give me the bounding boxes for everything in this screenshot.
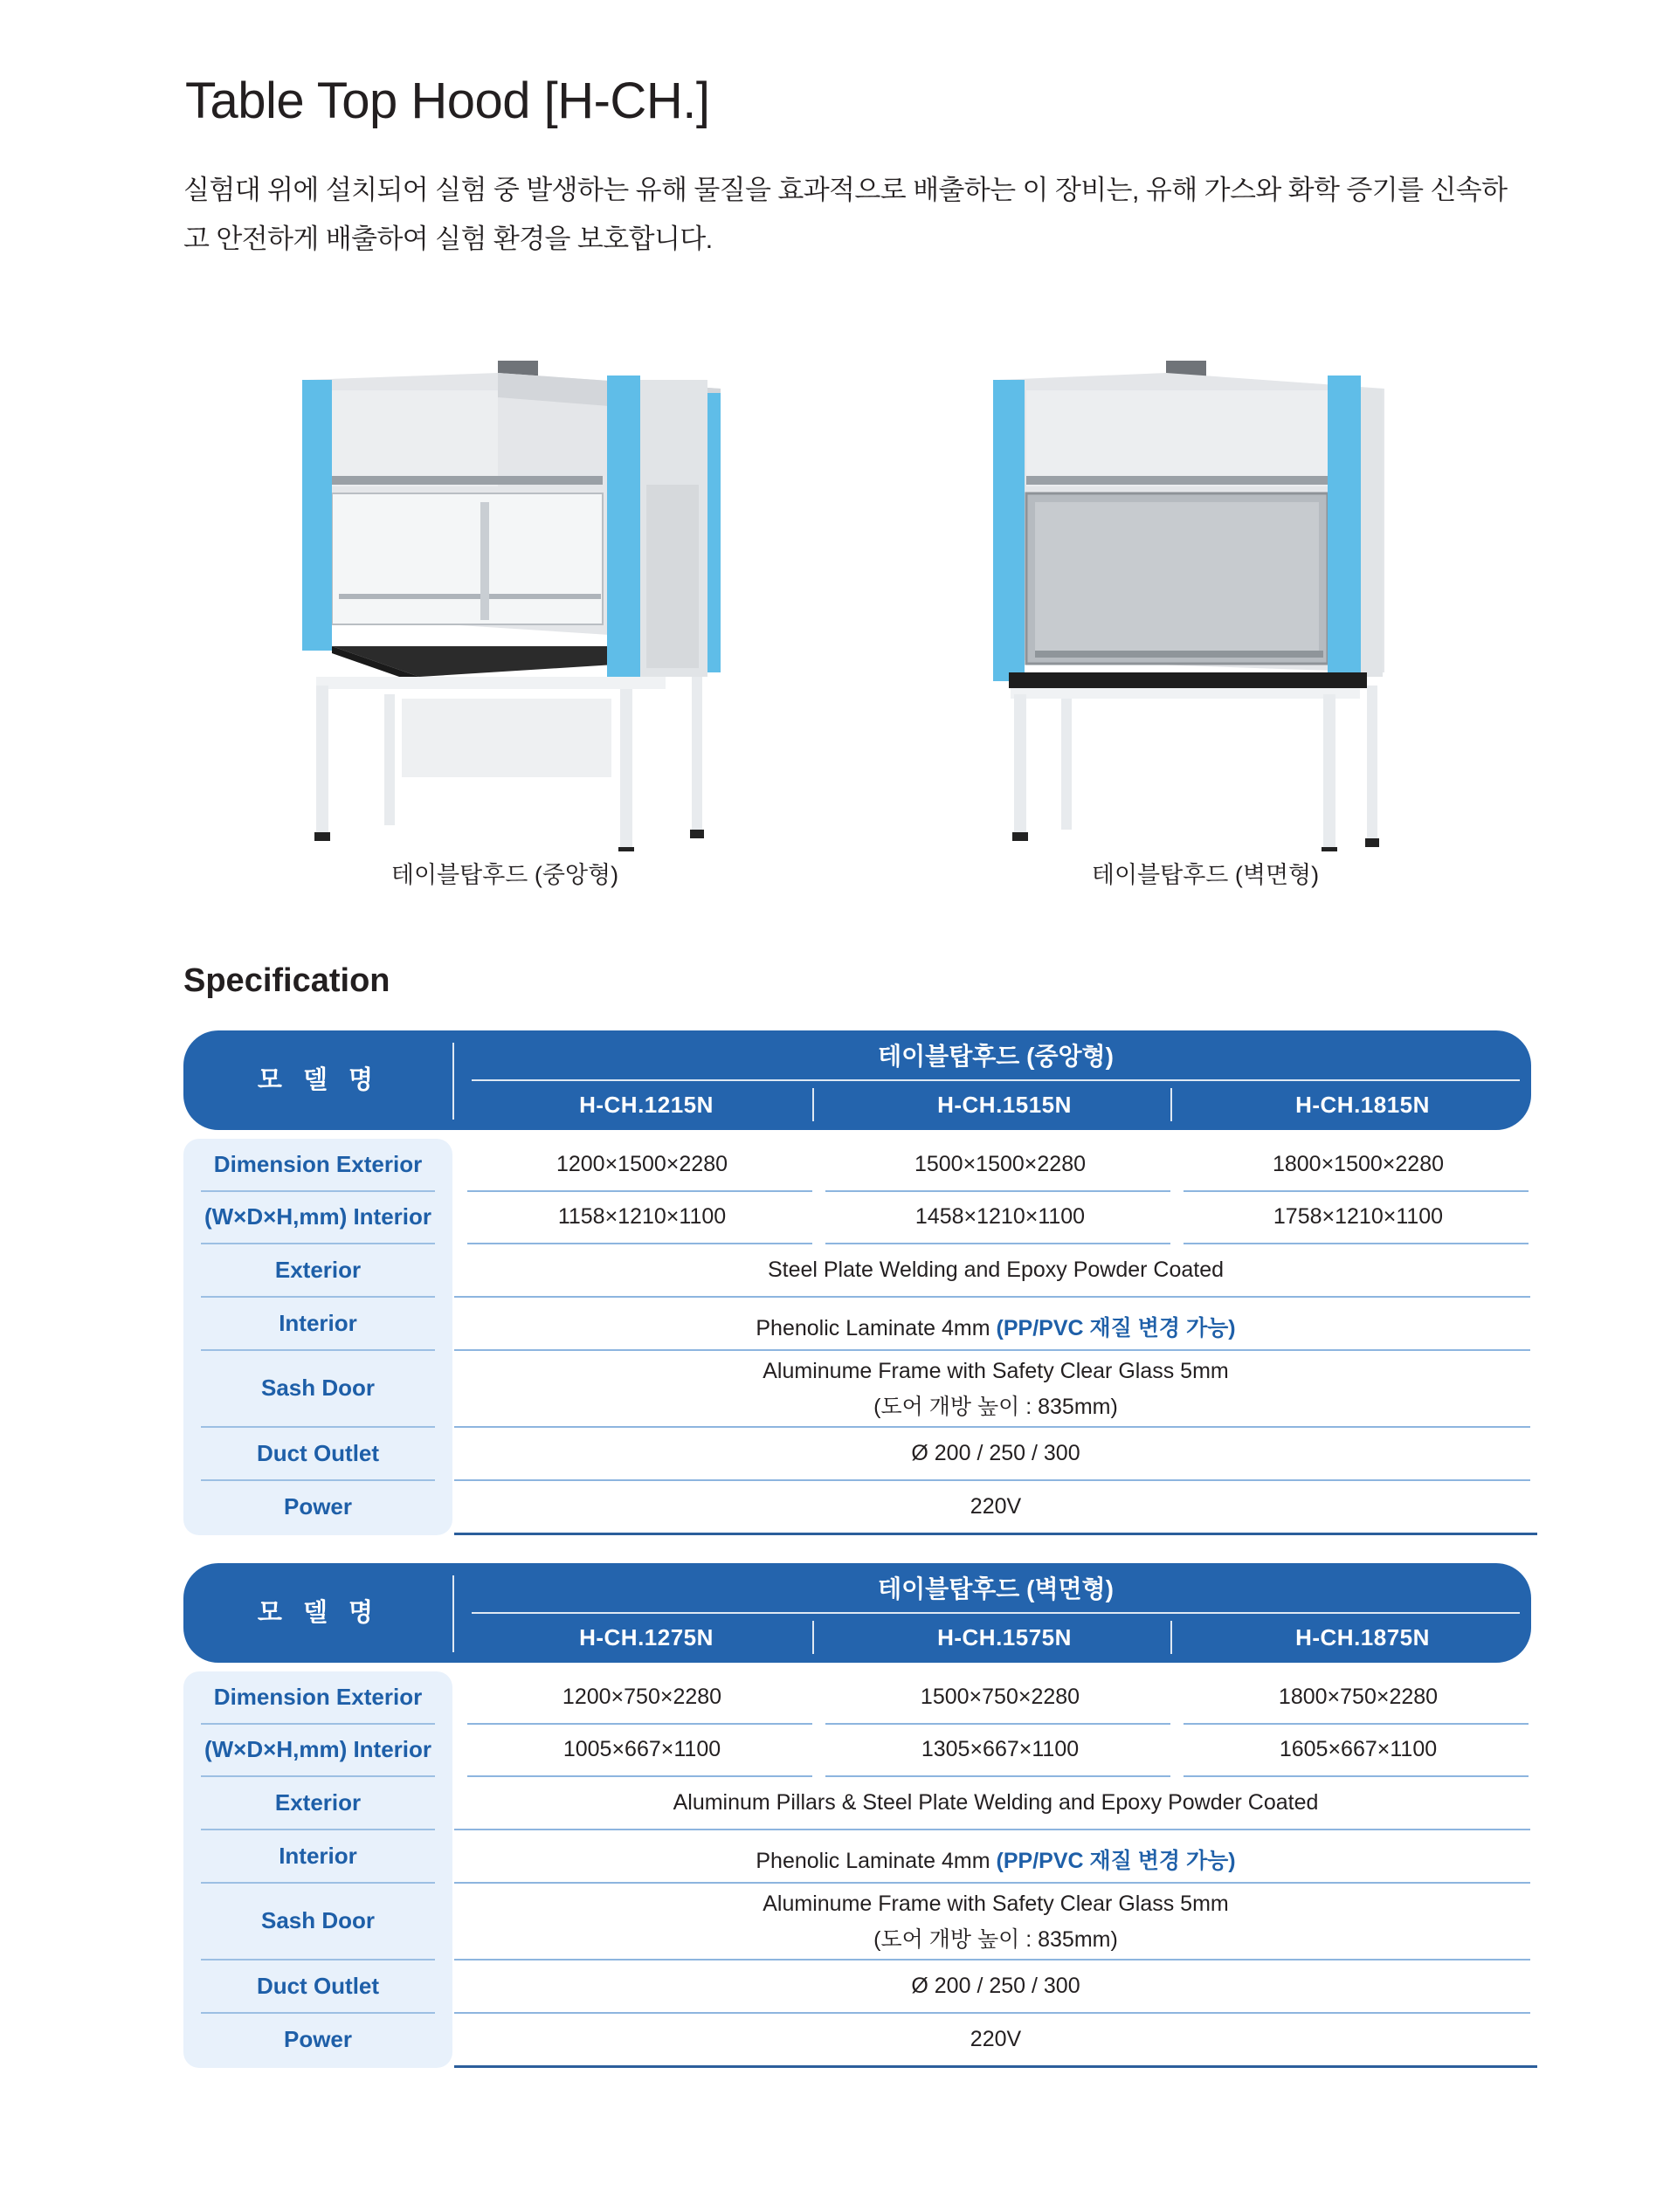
product-description: 실험대 위에 설치되어 실험 중 발생하는 유해 물질을 효과적으로 배출하는 이 장비는, 유해 가스와 화학 증기를 신속하고 안전하게 배출하여 실험 환경을 보호합니다. bbox=[183, 175, 1508, 254]
row-separator bbox=[201, 1775, 435, 1777]
cell-separator bbox=[467, 1243, 812, 1244]
interior-material-note: (PP/PVC 재질 변경 가능) bbox=[996, 1315, 1236, 1340]
cell-separator bbox=[467, 1723, 812, 1725]
label-column bbox=[183, 1671, 452, 2068]
row-separator bbox=[201, 1349, 435, 1351]
product-caption-wall: 테이블탑후드 (벽면형) bbox=[1091, 862, 1320, 888]
row-label-power: Power bbox=[283, 1492, 353, 1519]
model-code: H-CH.1815N bbox=[1295, 1092, 1430, 1118]
sash-door-value: Aluminume Frame with Safety Clear Glass 5mm bbox=[763, 1892, 1229, 1916]
interior-material: Phenolic Laminate 4mm bbox=[756, 1315, 990, 1340]
dimension-value: 1458×1210×1100 bbox=[914, 1204, 1086, 1229]
spec-table-header bbox=[183, 1030, 1531, 1130]
cell-separator bbox=[467, 1190, 812, 1192]
row-separator bbox=[201, 1190, 435, 1192]
row-separator bbox=[201, 1426, 435, 1428]
dimension-value: 1005×667×1100 bbox=[562, 1737, 721, 1761]
interior-material-note: (PP/PVC 재질 변경 가능) bbox=[996, 1848, 1236, 1873]
dimension-value: 1200×1500×2280 bbox=[556, 1152, 728, 1176]
exterior-value: Steel Plate Welding and Epoxy Powder Coated bbox=[767, 1257, 1225, 1282]
page-title: Table Top Hood [H-CH.] bbox=[185, 72, 710, 129]
model-divider bbox=[812, 1621, 814, 1654]
row-separator bbox=[201, 2012, 435, 2014]
cell-separator bbox=[454, 1426, 1530, 1428]
row-label-sash: Sash Door bbox=[260, 1375, 376, 1401]
row-separator bbox=[201, 1243, 435, 1244]
spec-table-header bbox=[183, 1563, 1531, 1663]
cell-separator bbox=[825, 1190, 1170, 1192]
model-code: H-CH.1275N bbox=[579, 1624, 714, 1650]
model-name-label: 모 델 명 bbox=[257, 1066, 381, 1094]
table-bottom-rule bbox=[454, 1533, 1537, 1535]
row-label-dimension-1: Dimension Exterior bbox=[213, 1151, 423, 1177]
row-separator bbox=[201, 1723, 435, 1725]
exterior-value: Aluminum Pillars & Steel Plate Welding and Epoxy Powder Coated bbox=[673, 1789, 1319, 1815]
row-label-dimension-2: (W×D×H,mm) Interior bbox=[204, 1203, 432, 1230]
row-separator bbox=[201, 1829, 435, 1830]
dimension-value: 1800×750×2280 bbox=[1278, 1685, 1439, 1709]
spec-table-wall bbox=[183, 1563, 1537, 2087]
header-divider bbox=[452, 1043, 454, 1120]
spec-title: Specification bbox=[183, 962, 390, 999]
model-name-label: 모 델 명 bbox=[257, 1599, 381, 1627]
model-code: H-CH.1515N bbox=[937, 1092, 1072, 1118]
model-code: H-CH.1215N bbox=[579, 1092, 714, 1118]
dimension-value: 1800×1500×2280 bbox=[1272, 1152, 1445, 1176]
cell-separator bbox=[1184, 1775, 1529, 1777]
model-group-name: 테이블탑후드 (벽면형) bbox=[878, 1575, 1114, 1602]
row-label-exterior: Exterior bbox=[274, 1788, 362, 1816]
header-rule bbox=[472, 1079, 1520, 1081]
cell-separator bbox=[1184, 1190, 1529, 1192]
cell-separator bbox=[825, 1723, 1170, 1725]
dimension-value: 1605×667×1100 bbox=[1279, 1737, 1438, 1761]
table-bottom-rule bbox=[454, 2065, 1537, 2068]
row-label-exterior: Exterior bbox=[274, 1256, 362, 1283]
cell-separator bbox=[825, 1775, 1170, 1777]
duct-value: Ø 200 / 250 / 300 bbox=[911, 1440, 1080, 1465]
row-label-interior: Interior bbox=[279, 1842, 357, 1869]
model-group-name: 테이블탑후드 (중앙형) bbox=[878, 1043, 1114, 1070]
cell-separator bbox=[454, 1882, 1530, 1884]
dimension-value: 1200×750×2280 bbox=[562, 1685, 722, 1709]
spec-table-center bbox=[183, 1030, 1537, 1554]
model-divider bbox=[1170, 1621, 1172, 1654]
row-separator bbox=[201, 1959, 435, 1960]
cell-separator bbox=[454, 1349, 1530, 1351]
dimension-value: 1158×1210×1100 bbox=[557, 1204, 727, 1229]
power-value: 220V bbox=[970, 2026, 1022, 2051]
cell-separator bbox=[1184, 1723, 1529, 1725]
cell-separator bbox=[467, 1775, 812, 1777]
model-divider bbox=[1170, 1088, 1172, 1121]
product-caption-center: 테이블탑후드 (중앙형) bbox=[390, 862, 619, 888]
sash-door-opening: (도어 개방 높이 : 835mm) bbox=[873, 1927, 1118, 1952]
power-value: 220V bbox=[970, 1493, 1022, 1519]
interior-value bbox=[454, 1311, 1537, 1342]
table-top-hood-wall-image bbox=[991, 354, 1393, 851]
table-top-hood-center-image bbox=[297, 354, 734, 851]
dimension-value: 1758×1210×1100 bbox=[1273, 1204, 1444, 1229]
model-code: H-CH.1875N bbox=[1295, 1624, 1430, 1650]
dimension-value: 1500×750×2280 bbox=[920, 1685, 1080, 1709]
row-label-dimension-1: Dimension Exterior bbox=[213, 1684, 423, 1710]
cell-separator bbox=[454, 1959, 1530, 1960]
cell-separator bbox=[825, 1243, 1170, 1244]
header-divider bbox=[452, 1575, 454, 1652]
header-rule bbox=[472, 1612, 1520, 1614]
cell-separator bbox=[454, 1296, 1530, 1298]
row-separator bbox=[201, 1296, 435, 1298]
row-label-sash: Sash Door bbox=[260, 1907, 376, 1933]
row-label-duct: Duct Outlet bbox=[256, 1972, 380, 1999]
row-label-dimension-2: (W×D×H,mm) Interior bbox=[204, 1736, 432, 1762]
dimension-value: 1500×1500×2280 bbox=[914, 1152, 1087, 1176]
interior-material: Phenolic Laminate 4mm bbox=[756, 1848, 990, 1873]
sash-door-opening: (도어 개방 높이 : 835mm) bbox=[873, 1395, 1118, 1419]
cell-separator bbox=[454, 1829, 1530, 1830]
row-separator bbox=[201, 1479, 435, 1481]
model-divider bbox=[812, 1088, 814, 1121]
interior-value bbox=[454, 1843, 1537, 1875]
row-label-interior: Interior bbox=[279, 1309, 357, 1336]
row-label-duct: Duct Outlet bbox=[256, 1439, 380, 1466]
row-separator bbox=[201, 1882, 435, 1884]
cell-separator bbox=[454, 1479, 1530, 1481]
duct-value: Ø 200 / 250 / 300 bbox=[911, 1973, 1080, 1998]
sash-door-value: Aluminume Frame with Safety Clear Glass 5mm bbox=[763, 1359, 1229, 1383]
dimension-value: 1305×667×1100 bbox=[921, 1737, 1080, 1761]
cell-separator bbox=[454, 2012, 1530, 2014]
row-label-power: Power bbox=[283, 2025, 353, 2052]
label-column bbox=[183, 1139, 452, 1535]
cell-separator bbox=[1184, 1243, 1529, 1244]
model-code: H-CH.1575N bbox=[937, 1624, 1072, 1650]
